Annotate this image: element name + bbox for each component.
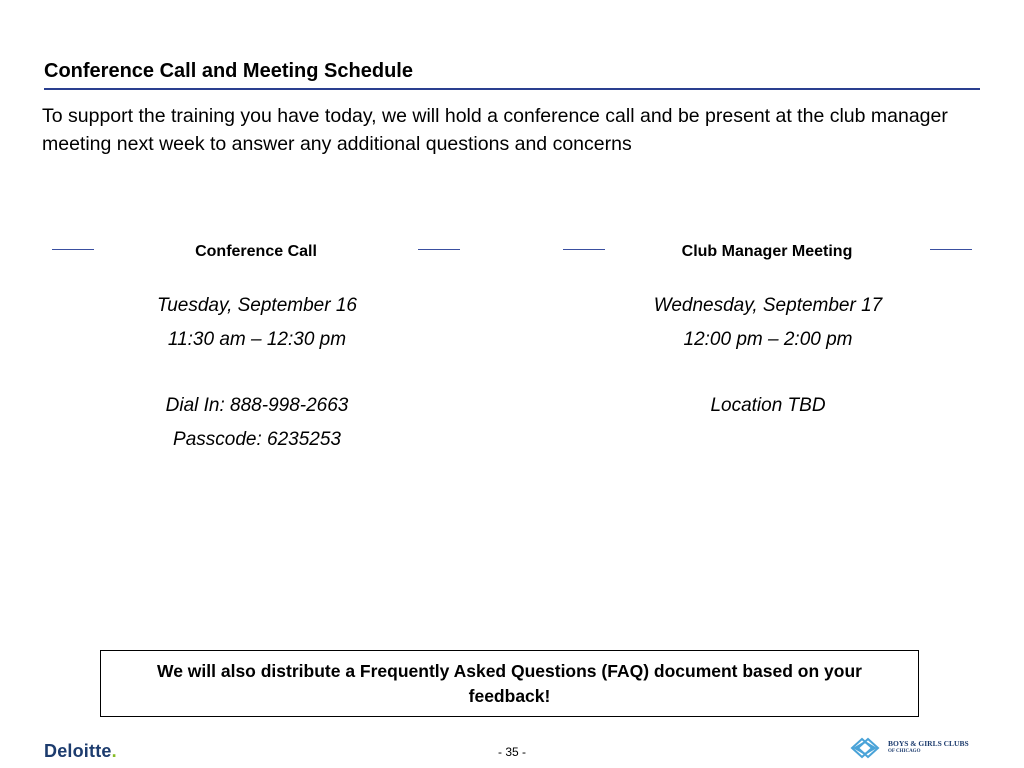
club-meeting-details xyxy=(607,294,929,428)
conference-call-dial-in: Dial In: 888-998-2663 xyxy=(165,395,349,416)
club-meeting-left-dash xyxy=(563,249,605,250)
partner-logo-line2: OF CHICAGO xyxy=(888,749,921,754)
club-meeting-location: Location TBD xyxy=(710,395,826,416)
faq-callout-text: We will also distribute a Frequently Asked Questions (FAQ) document based on your feedback! xyxy=(157,660,862,706)
deloitte-logo-dot: . xyxy=(111,741,117,761)
partner-logo-text xyxy=(888,740,969,756)
intro-paragraph: To support the training you have today, we will hold a conference call and be present at the club manager meeting next week to answer any additional questions and concerns xyxy=(42,105,948,155)
conference-call-heading: Conference Call xyxy=(195,243,317,260)
title-divider xyxy=(44,88,980,90)
conference-call-right-dash xyxy=(418,249,460,250)
diamond-logo-icon xyxy=(848,736,882,760)
partner-logo-line1: BOYS & GIRLS CLUBS xyxy=(888,739,969,748)
conference-call-left-dash xyxy=(52,249,94,250)
conference-call-time: 11:30 am – 12:30 pm xyxy=(167,329,347,350)
deloitte-logo-text: Deloitte xyxy=(44,741,112,761)
club-meeting-date: Wednesday, September 17 xyxy=(653,295,883,316)
club-meeting-time: 12:00 pm – 2:00 pm xyxy=(683,329,853,350)
boys-girls-clubs-logo xyxy=(848,736,969,760)
conference-call-passcode: Passcode: 6235253 xyxy=(173,429,341,450)
club-meeting-right-dash xyxy=(930,249,972,250)
page-title: Conference Call and Meeting Schedule xyxy=(44,60,413,82)
conference-call-date: Tuesday, September 16 xyxy=(157,295,357,316)
page-number: - 35 - xyxy=(497,745,526,759)
conference-call-details xyxy=(96,294,418,462)
faq-callout-box xyxy=(100,650,919,717)
club-meeting-heading: Club Manager Meeting xyxy=(681,243,853,260)
spacer xyxy=(96,362,418,394)
spacer xyxy=(607,362,929,394)
